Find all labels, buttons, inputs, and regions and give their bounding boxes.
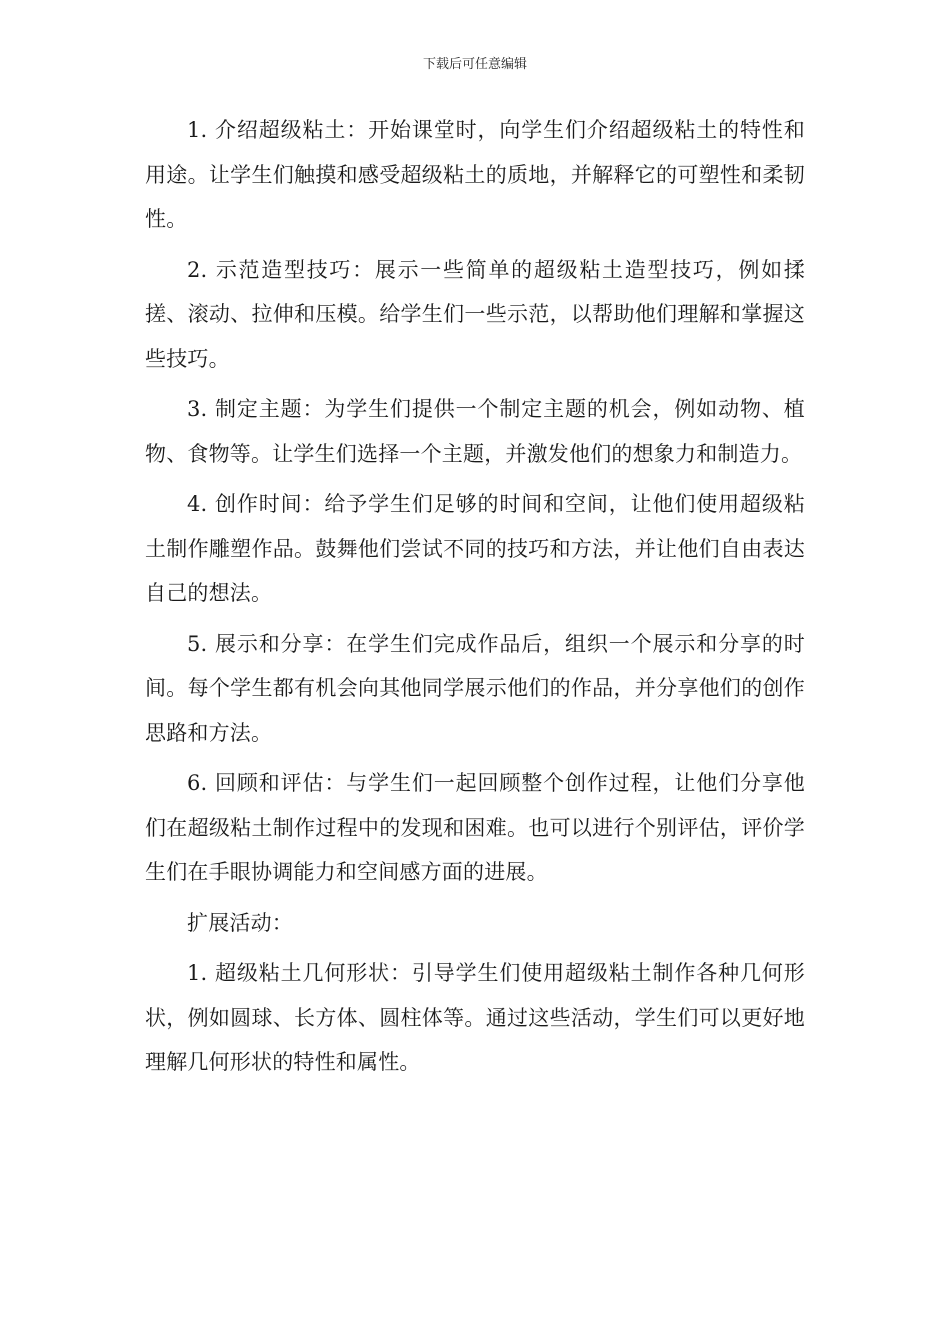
paragraph-step-1: 1. 介绍超级粘土：开始课堂时，向学生们介绍超级粘土的特性和用途。让学生们触摸和感受超级粘土的质地，并解释它的可塑性和柔韧性。 [145, 118, 805, 231]
section-heading-extension: 扩展活动： [187, 910, 293, 935]
page-header: 下载后可任意编辑 [422, 57, 527, 72]
paragraph-extension-1: 1. 超级粘土几何形状：引导学生们使用超级粘土制作各种几何形状，例如圆球、长方体、圆柱体等。通过这些活动，学生们可以更好地理解几何形状的特性和属性。 [145, 961, 805, 1074]
paragraph-step-3: 3. 制定主题：为学生们提供一个制定主题的机会，例如动物、植物、食物等。让学生们选择一个主题，并激发他们的想象力和制造力。 [145, 397, 805, 466]
paragraph-step-4: 4. 创作时间：给予学生们足够的时间和空间，让他们使用超级粘土制作雕塑作品。鼓舞他们尝试不同的技巧和方法，并让他们自由表达自己的想法。 [145, 492, 805, 605]
document-body [145, 108, 805, 1091]
paragraph-step-5: 5. 展示和分享：在学生们完成作品后，组织一个展示和分享的时间。每个学生都有机会向其他同学展示他们的作品，并分享他们的创作思路和方法。 [145, 631, 805, 745]
paragraph-step-2: 2. 示范造型技巧：展示一些简单的超级粘土造型技巧，例如揉搓、滚动、拉伸和压模。给学生们一些示范，以帮助他们理解和掌握这些技巧。 [145, 257, 805, 371]
paragraph-step-6: 6. 回顾和评估：与学生们一起回顾整个创作过程，让他们分享他们在超级粘土制作过程中的发现和困难。也可以进行个别评估，评价学生们在手眼协调能力和空间感方面的进展。 [145, 771, 805, 884]
